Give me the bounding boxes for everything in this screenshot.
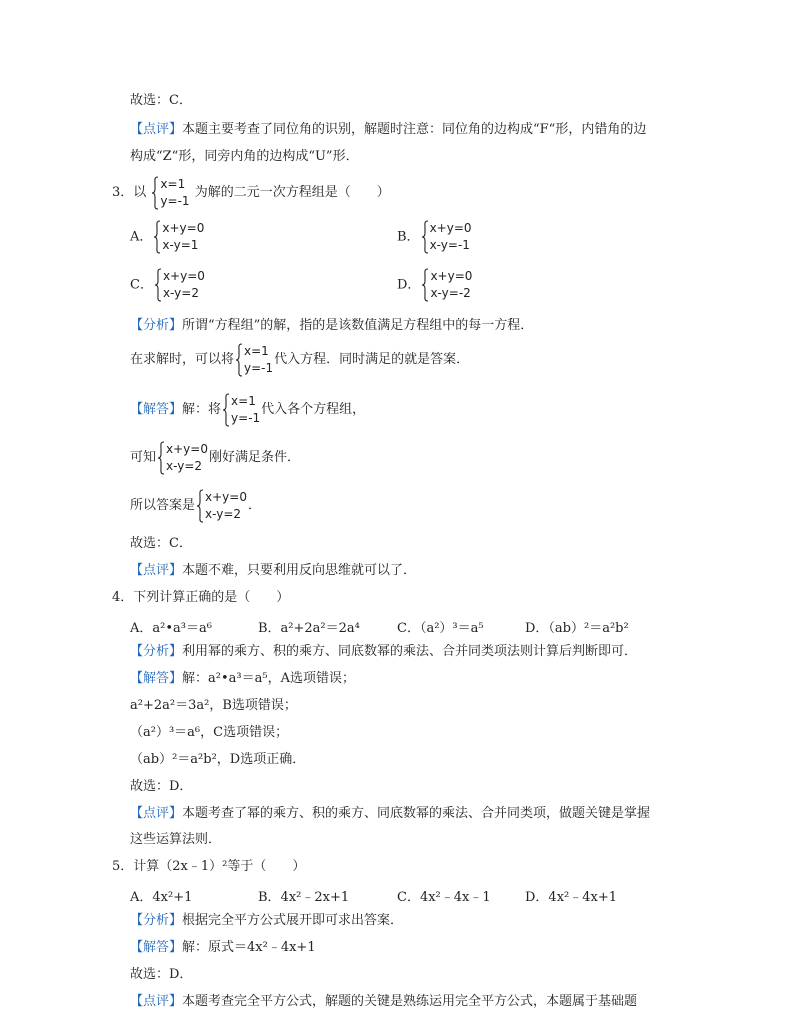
curly-brace-icon <box>222 393 230 427</box>
solution-text: ． <box>247 498 261 513</box>
solution-text: 解：a²•a³＝a⁵，A选项错误； <box>182 671 355 686</box>
option-a <box>130 220 205 254</box>
equation-row: x-y=2 <box>166 458 203 473</box>
solution-text: 解：原式＝4x²﹣4x+1 <box>182 940 316 955</box>
equation-row: x+y=0 <box>162 221 205 235</box>
answer-line: 故选：C． <box>130 536 192 551</box>
comment-line <box>130 563 416 579</box>
curly-brace-icon <box>157 441 165 475</box>
option-c-label: C． <box>130 277 153 293</box>
comment-line <box>130 994 637 1010</box>
equation-system <box>154 268 205 302</box>
analysis-line <box>130 913 403 929</box>
answer-line: 故选：D． <box>130 779 193 794</box>
option-a: A．a²•a³＝a⁶ <box>130 621 212 636</box>
equation-row: x-y=-2 <box>430 286 471 300</box>
solution-text: 解：将 <box>182 402 222 417</box>
equation-system <box>157 441 208 475</box>
equation-row: x-y=-1 <box>429 238 470 252</box>
equation-system <box>421 220 472 254</box>
option-d: D．（ab）²＝a²b² <box>525 621 629 636</box>
equation-system <box>153 220 204 254</box>
equation-row: x-y=2 <box>205 506 242 521</box>
analysis-line-2 <box>130 340 469 380</box>
curly-brace-icon <box>421 268 429 302</box>
option-d <box>397 268 473 302</box>
comment-tag: 【点评】 <box>130 994 183 1009</box>
solution-text: 刚好满足条件． <box>208 450 300 465</box>
question-3-number: 3．以 <box>112 185 147 200</box>
equation-row: x-y=2 <box>162 286 199 300</box>
analysis-tag: 【分析】 <box>130 318 183 333</box>
analysis-tag: 【分析】 <box>130 913 183 928</box>
solution-line-3 <box>130 486 261 526</box>
equation-row: x+y=0 <box>162 269 205 283</box>
comment-text: 本题不难，只要利用反向思维就可以了． <box>182 563 417 578</box>
comment-text: 本题考查了幂的乘方、积的乘方、同底数幂的乘法、合并同类项，做题关键是掌握 <box>182 806 651 821</box>
curly-brace-icon <box>235 343 243 377</box>
equation-row: x=1 <box>231 393 256 408</box>
comment-text: 本题主要考查了同位角的识别，解题时注意：同位角的边构成“F“形，内错角的边 <box>182 122 647 137</box>
curly-brace-icon <box>421 220 429 254</box>
solution-line <box>130 940 316 956</box>
option-b-label: B． <box>397 229 420 245</box>
option-b: B．4x²﹣2x+1 <box>258 890 350 905</box>
answer-line: 故选：C． <box>130 93 192 108</box>
equation-row: x+y=0 <box>429 221 472 235</box>
solution-text: 可知 <box>130 450 157 465</box>
option-a: A．4x²+1 <box>130 890 193 905</box>
equation-row: y=-1 <box>231 410 261 425</box>
option-b <box>397 220 473 254</box>
solution-tag: 【解答】 <box>130 671 183 686</box>
question-4: 4．下列计算正确的是（ ） <box>112 590 290 605</box>
analysis-tag: 【分析】 <box>130 644 183 659</box>
solution-text: （a²）³＝a⁶，C选项错误； <box>130 725 289 740</box>
equation-row: x=1 <box>244 343 269 358</box>
curly-brace-icon <box>153 220 161 254</box>
option-a-label: A． <box>130 229 153 245</box>
analysis-line <box>130 644 637 660</box>
equation-system <box>222 393 260 427</box>
equation-row: y=-1 <box>244 360 274 375</box>
question-5: 5．计算（2x﹣1）²等于（ ） <box>112 859 306 874</box>
solution-text: （ab）²＝a²b²，D选项正确． <box>130 752 306 767</box>
solution-text: 所以答案是 <box>130 498 196 513</box>
option-d-label: D． <box>397 277 421 293</box>
solution-text: 代入各个方程组， <box>261 402 366 417</box>
analysis-text: 在求解时，可以将 <box>130 352 235 367</box>
comment-text-cont: 这些运算法则． <box>130 832 222 847</box>
solution-line-2 <box>130 438 300 478</box>
equation-row: x+y=0 <box>205 489 247 504</box>
answer-line: 故选：D． <box>130 967 193 982</box>
curly-brace-icon <box>154 268 162 302</box>
equation-row: y=-1 <box>160 193 190 208</box>
curly-brace-icon <box>196 489 204 523</box>
curly-brace-icon <box>151 176 159 210</box>
analysis-line <box>130 318 533 334</box>
equation-system <box>235 343 273 377</box>
analysis-text: 所谓“方程组”的解，指的是该数值满足方程组中的每一方程． <box>182 318 534 333</box>
solution-text: a²+2a²＝3a²，B选项错误； <box>130 698 297 713</box>
question-3-text: 为解的二元一次方程组是（ ） <box>194 185 390 200</box>
option-c <box>130 268 206 302</box>
comment-text: 本题考查完全平方公式，解题的关键是熟练运用完全平方公式，本题属于基础题 <box>182 994 638 1009</box>
solution-line <box>130 390 365 430</box>
option-c: C．（a²）³＝a⁵ <box>397 621 484 636</box>
equation-row: x+y=0 <box>166 441 208 456</box>
equation-row: x=1 <box>160 176 186 191</box>
question-3 <box>112 174 390 212</box>
solution-line <box>130 671 355 687</box>
option-c: C．4x²﹣4x﹣1 <box>397 890 491 905</box>
equation-system <box>421 268 472 302</box>
comment-tag: 【点评】 <box>130 563 183 578</box>
comment-line <box>130 806 650 822</box>
option-b: B．a²+2a²＝2a⁴ <box>258 621 360 636</box>
solution-tag: 【解答】 <box>130 402 183 417</box>
equation-system <box>151 176 189 210</box>
analysis-text: 代入方程．同时满足的就是答案． <box>274 352 470 367</box>
solution-tag: 【解答】 <box>130 940 183 955</box>
comment-tag: 【点评】 <box>130 806 183 821</box>
analysis-text: 根据完全平方公式展开即可求出答案． <box>182 913 404 928</box>
equation-row: x+y=0 <box>430 269 473 283</box>
option-d: D．4x²﹣4x+1 <box>525 890 618 905</box>
equation-system <box>196 489 247 523</box>
comment-line <box>130 122 646 138</box>
analysis-text: 利用幂的乘方、积的乘方、同底数幂的乘法、合并同类项法则计算后判断即可． <box>182 644 638 659</box>
equation-row: x-y=1 <box>162 238 199 252</box>
comment-text-cont: 构成“Z“形，同旁内角的边构成“U”形． <box>130 149 359 164</box>
comment-tag: 【点评】 <box>130 122 183 137</box>
